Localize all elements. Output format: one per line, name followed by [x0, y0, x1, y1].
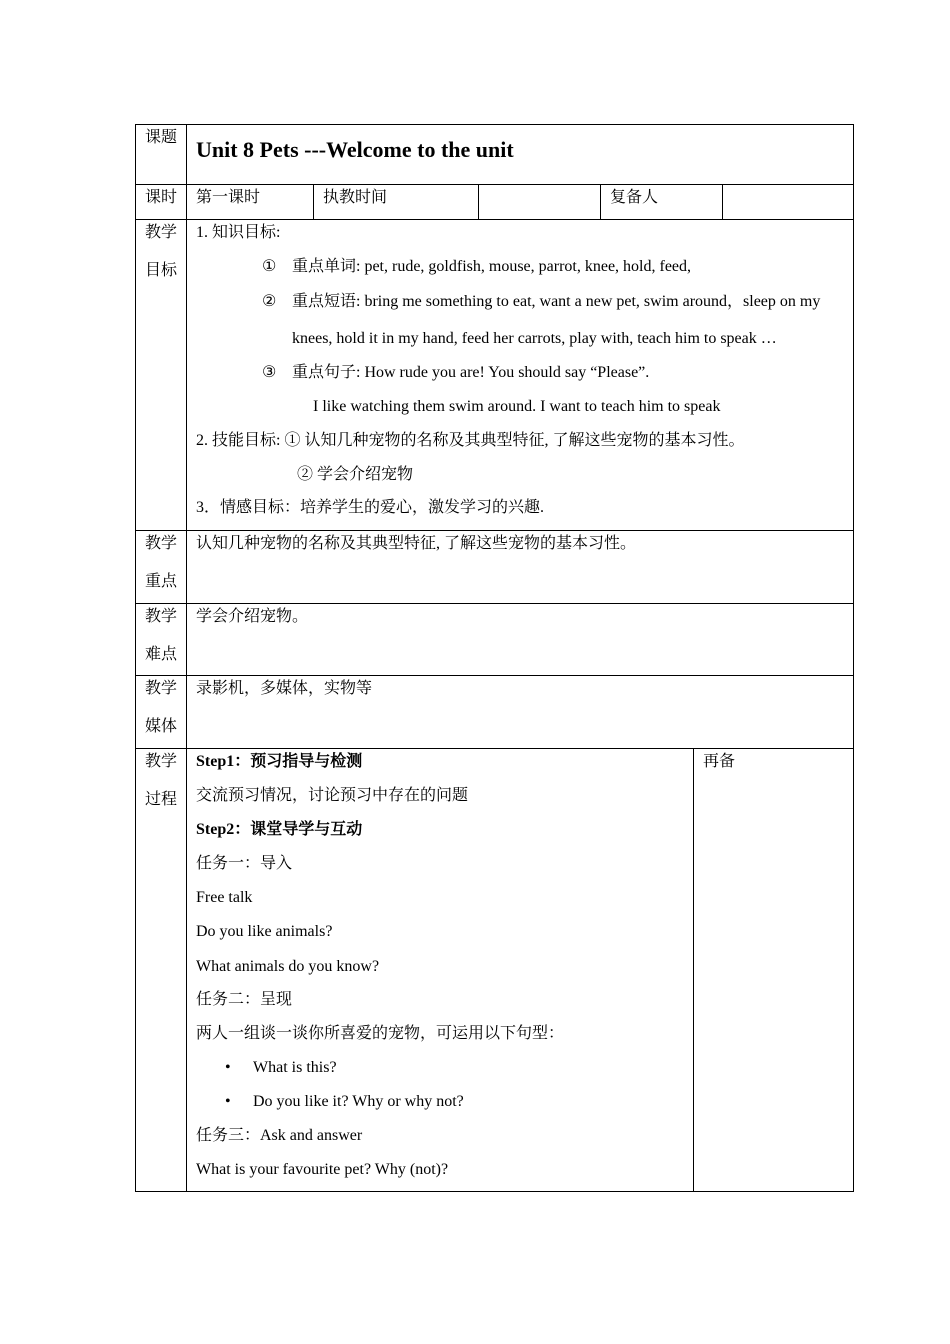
key-points-content: 认知几种宠物的名称及其典型特征, 了解这些宠物的基本习性。 — [196, 535, 637, 552]
process-label: 过程 — [145, 791, 178, 808]
objectives-label: 教学 — [145, 224, 178, 241]
skill-objective: ② 学会介绍宠物 — [297, 466, 414, 483]
vocab-number: ① — [262, 258, 277, 275]
table-border-bottom — [135, 1191, 854, 1192]
period-row-divider — [478, 184, 479, 220]
objectives-label: 目标 — [145, 262, 178, 279]
row-divider — [135, 219, 854, 220]
bullet-item: Do you like it? Why or why not? — [253, 1093, 464, 1110]
period-value: 第一课时 — [196, 189, 261, 206]
period-label: 课时 — [145, 189, 178, 206]
vocab-line: 重点单词: pet, rude, goldfish, mouse, parrot, knee, hold, feed, — [292, 258, 692, 275]
difficulties-content: 学会介绍宠物。 — [196, 608, 309, 625]
bullet-icon: • — [225, 1059, 231, 1076]
question-line: Do you like animals? — [196, 923, 333, 940]
reviewer-label: 复备人 — [610, 189, 659, 206]
period-row-divider — [722, 184, 723, 220]
row-divider — [135, 675, 854, 676]
task1-heading: 任务一：导入 — [196, 855, 293, 872]
key-points-label: 教学 — [145, 535, 178, 552]
step1-text: 交流预习情况，讨论预习中存在的问题 — [196, 787, 469, 804]
task2-heading: 任务二：呈现 — [196, 991, 293, 1008]
reprep-label: 再备 — [703, 753, 736, 770]
lesson-title: Unit 8 Pets ---Welcome to the unit — [196, 137, 514, 162]
subject-label: 课题 — [145, 129, 178, 146]
table-border-top — [135, 124, 854, 125]
question-line: What animals do you know? — [196, 958, 380, 975]
step2-heading: Step2：课堂导学与互动 — [196, 821, 363, 838]
knowledge-heading: 1. 知识目标: — [196, 224, 281, 241]
difficulties-label: 教学 — [145, 608, 178, 625]
media-label: 教学 — [145, 680, 178, 697]
emotion-objective: 3．情感目标：培养学生的爱心，激发学习的兴趣. — [196, 499, 545, 516]
question-line: What is your favourite pet? Why (not)? — [196, 1161, 449, 1178]
label-column-divider — [186, 124, 187, 1192]
exec-time-label: 执教时间 — [323, 189, 388, 206]
phrases-line: knees, hold it in my hand, feed her carrots, play with, teach him to speak … — [292, 330, 777, 347]
table-border-right — [853, 124, 854, 1192]
difficulties-label: 难点 — [145, 646, 178, 663]
sentences-line: I like watching them swim around. I want to teach him to speak — [313, 398, 721, 415]
pair-work-instruction: 两人一组谈一谈你所喜爱的宠物，可运用以下句型： — [196, 1025, 565, 1042]
sentences-number: ③ — [262, 364, 277, 381]
period-row-divider — [600, 184, 601, 220]
reprep-column-divider — [693, 748, 694, 1192]
media-content: 录影机，多媒体，实物等 — [196, 680, 373, 697]
step1-heading: Step1：预习指导与检测 — [196, 753, 363, 770]
sentences-line: 重点句子: How rude you are! You should say “Please”. — [292, 364, 650, 381]
row-divider — [135, 530, 854, 531]
phrases-number: ② — [262, 293, 277, 310]
period-row-divider — [313, 184, 314, 220]
row-divider — [135, 603, 854, 604]
phrases-line: 重点短语: bring me something to eat, want a new pet, swim around，sleep on my — [292, 293, 821, 310]
bullet-item: What is this? — [253, 1059, 337, 1076]
key-points-label: 重点 — [145, 573, 178, 590]
row-divider — [135, 748, 854, 749]
free-talk: Free talk — [196, 889, 253, 906]
bullet-icon: • — [225, 1093, 231, 1110]
table-border-left — [135, 124, 136, 1192]
skill-objective: 2. 技能目标: ① 认知几种宠物的名称及其典型特征, 了解这些宠物的基本习性。 — [196, 432, 745, 449]
media-label: 媒体 — [145, 718, 178, 735]
row-divider — [135, 184, 854, 185]
process-label: 教学 — [145, 753, 178, 770]
task3-heading: 任务三：Ask and answer — [196, 1127, 363, 1144]
